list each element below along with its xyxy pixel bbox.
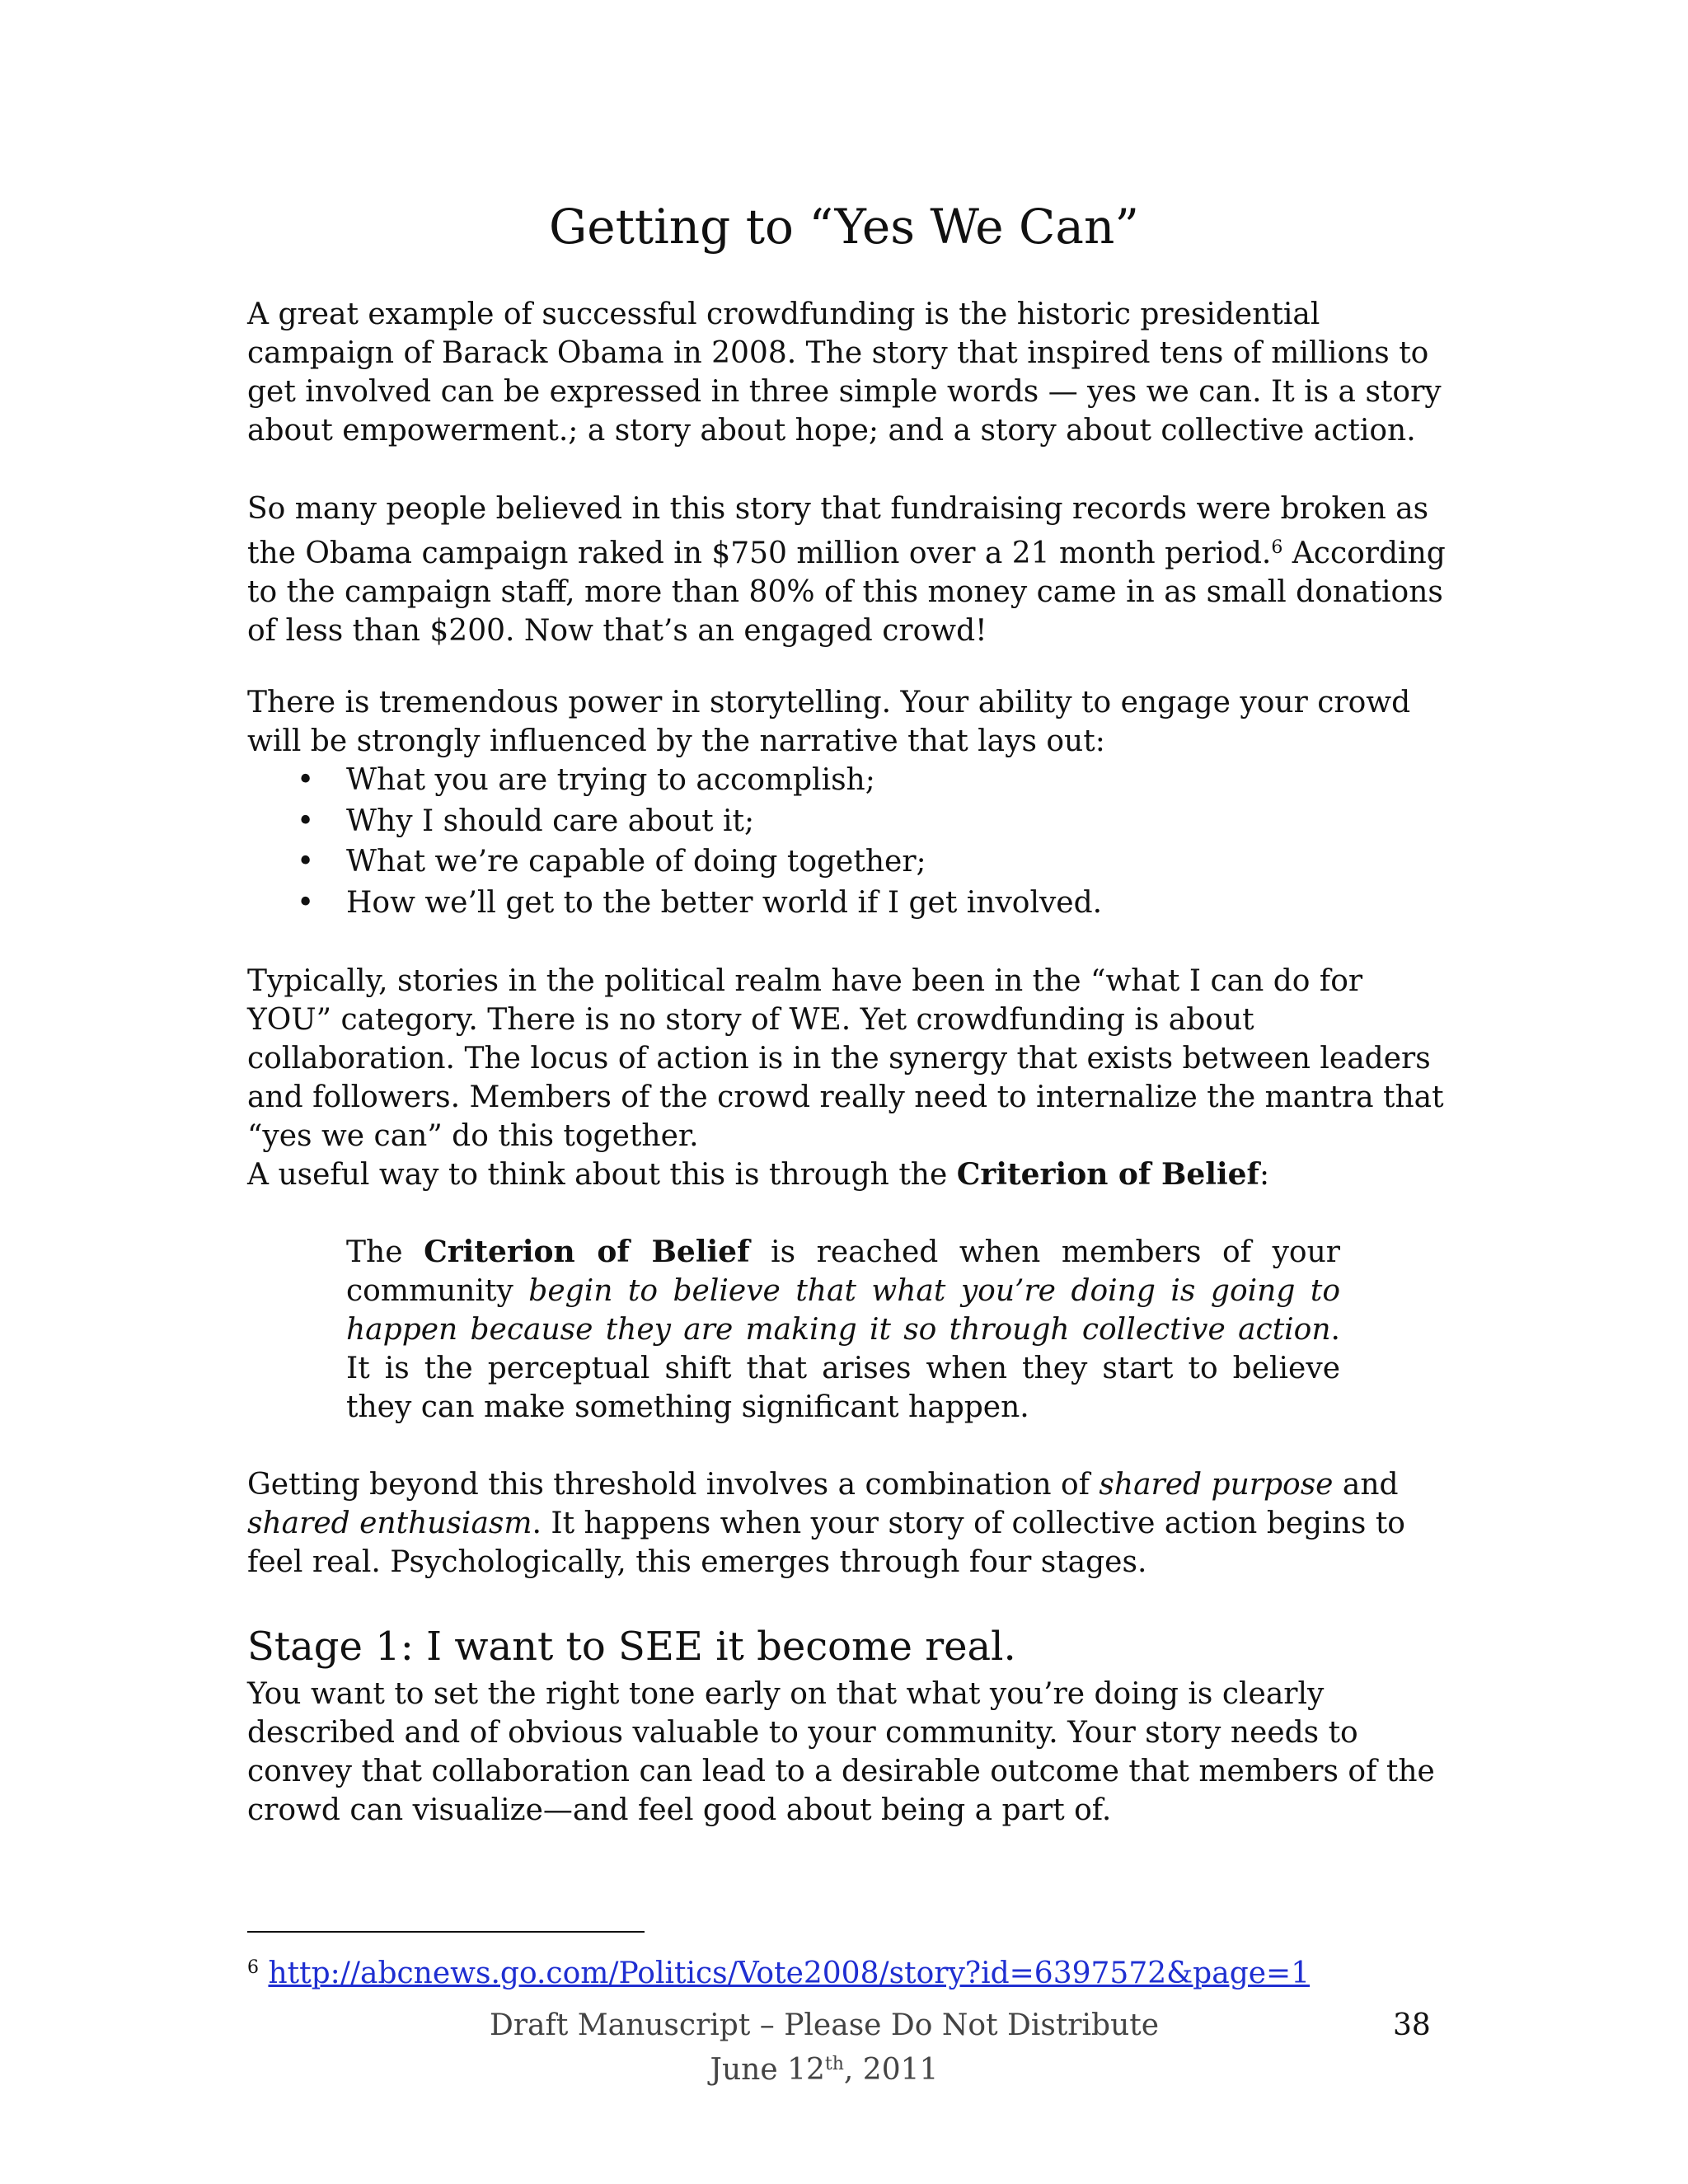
footnote-divider [247, 1931, 645, 1933]
page-footer [412, 2006, 1236, 2089]
paragraph-threshold-text-3: . It happens when your story of collective action begins to feel real. Psychologically, this emerges through four stages. [247, 1507, 1405, 1579]
paragraph-criterion-intro-text: A useful way to think about this is through the [247, 1158, 957, 1192]
page-title: Getting to “Yes We Can” [548, 199, 1140, 255]
footnote [247, 1948, 1310, 1994]
paragraph-fundraising-text-2: According to the campaign staff, more than 80% of this money came in as small donations of less than $200. Now that’s an engaged crowd! [247, 537, 1446, 648]
list-item: • How we’ll get to the better world if I get involved. [293, 883, 1102, 924]
criterion-term: Criterion of Belief [956, 1157, 1260, 1192]
paragraph-fundraising [247, 490, 1451, 650]
section-heading-stage-1: Stage 1: I want to SEE it become real. [247, 1624, 1016, 1670]
footer-date [412, 2045, 1236, 2089]
page-number: 38 [1393, 2008, 1431, 2042]
footer-date-suffix-sup: th [824, 2054, 844, 2074]
quote-text-2: is reached when members of your community [346, 1235, 1341, 1308]
list-item: • What you are trying to accomplish; [293, 760, 1102, 801]
quote-bold-term: Criterion of Belief [424, 1235, 750, 1269]
footnote-link[interactable]: http://abcnews.go.com/Politics/Vote2008/story?id=6397572&page=1 [268, 1957, 1311, 1990]
footer-date-year: , 2011 [843, 2053, 939, 2087]
footnote-reference[interactable]: 6 [1271, 537, 1283, 558]
paragraph-criterion-intro [247, 1155, 1451, 1194]
paragraph-threshold [247, 1465, 1451, 1582]
footer-date-prefix: June 12 [710, 2053, 825, 2087]
narrative-bullet-list [293, 760, 1102, 923]
shared-enthusiasm-term: shared enthusiasm [247, 1507, 532, 1540]
paragraph-threshold-text-2: and [1333, 1468, 1399, 1502]
paragraph-political-stories: Typically, stories in the political realm have been in the “what I can do for YOU” category. There is no story of WE. Yet crowdfunding is about collaboration. The locus of action is in the synergy that exists between leaders and followers. Members of the crowd really need to internalize the mantra that “yes we can” do this together. [247, 964, 1444, 1153]
quote-text-3: . It is the perceptual shift that arises when they start to believe they can make something significant happen. [346, 1313, 1340, 1424]
criterion-definition-blockquote [346, 1233, 1340, 1427]
shared-purpose-term: shared purpose [1099, 1468, 1334, 1502]
paragraph-criterion-intro-colon: : [1259, 1158, 1270, 1192]
footnote-number: 6 [247, 1957, 259, 1978]
list-item: • What we’re capable of doing together; [293, 841, 1102, 883]
paragraph-storytelling: There is tremendous power in storytelling. Your ability to engage your crowd will be strongly influenced by the narrative that lays out: [247, 686, 1411, 758]
paragraph-threshold-text-1: Getting beyond this threshold involves a combination of [247, 1468, 1100, 1502]
paragraph-fundraising-text-1: So many people believed in this story that fundraising records were broken as the Obama campaign raked in $750 million over a 21 month period. [247, 492, 1429, 570]
list-item: • Why I should care about it; [293, 801, 1102, 842]
paragraph-stage-1: You want to set the right tone early on that what you’re doing is clearly described and of obvious valuable to your community. Your story needs to convey that collaboration can lead to a desirable outcome that members of the crowd can visualize—and feel good about being a part of. [247, 1677, 1435, 1827]
quote-text-1: The [346, 1235, 424, 1269]
paragraph-intro: A great example of successful crowdfunding is the historic presidential campaign of Barack Obama in 2008. The story that inspired tens of millions to get involved can be expressed in three simple words — yes we can. It is a story about empowerment.; a story about hope; and a story about collective action. [247, 298, 1442, 448]
footer-notice: Draft Manuscript – Please Do Not Distribute [489, 2008, 1160, 2042]
quote-italic-text: begin to believe that what you’re doing is going to happen because they are making it so through collective action [346, 1274, 1340, 1347]
